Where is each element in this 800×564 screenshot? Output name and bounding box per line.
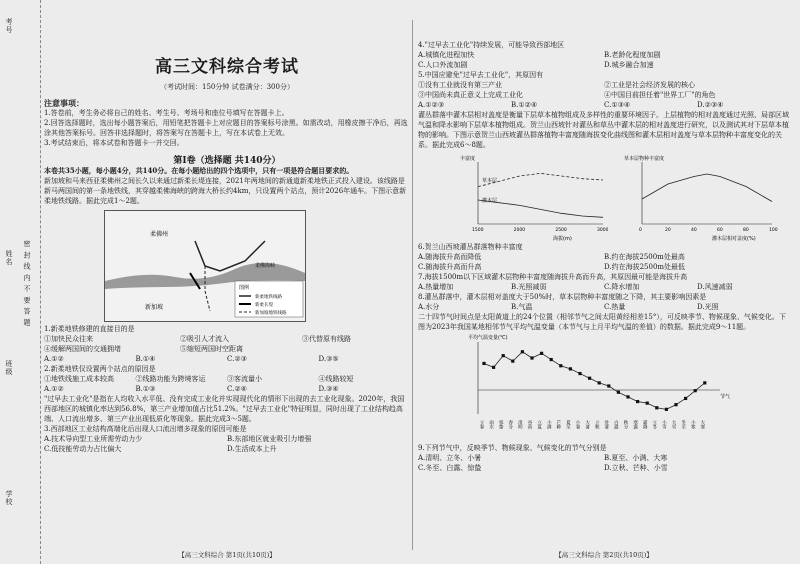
chart3-x-tick: 立夏 xyxy=(536,420,542,429)
section-heading: 第Ⅰ卷（选择题 共140分） xyxy=(173,156,281,166)
legend-item-1: 新柔地铁线路 xyxy=(255,295,282,300)
q9-choice: B.夏至、小满、大寒 xyxy=(604,454,668,462)
q5-statement: ②工业是社会经济发展的核心 xyxy=(604,81,695,89)
q2-statement: ①地铁线施工成本较高 xyxy=(44,375,114,383)
q4-choice: B.老龄化程度加剧 xyxy=(604,51,661,59)
chart3-x-tick: 小雪 xyxy=(661,420,667,429)
solar-term-temp-chart xyxy=(458,332,738,440)
q4-choices xyxy=(418,50,790,70)
chart1-xlabel: 海拔(m) xyxy=(553,236,572,242)
page-1 xyxy=(44,0,410,564)
passage-1: 新加坡和马来西亚柔佛州之间长久以来通过新柔长堤连接，2021年两地间的新通道新柔地铁正式投入建设。该线路是新马两国间的第一条地铁线，其穿越柔佛海峡的跨海大桥长约4km，只设置两个站点，预计2026年通车。下图示意新柔地铁线路。据此完成1～2题。 xyxy=(44,177,407,205)
q5-statement: ④中国目前担任着"世界工厂"的角色 xyxy=(604,91,716,99)
chart3-point xyxy=(636,400,639,403)
chart3-x-tick: 小寒 xyxy=(690,420,696,429)
chart3-point xyxy=(665,408,668,411)
q2-statements xyxy=(44,374,410,384)
q2-choice: B.①③ xyxy=(135,385,156,393)
chart3-x-tick: 白露 xyxy=(613,420,619,429)
johor-label: 柔佛州 xyxy=(150,231,169,238)
q4-choice: A.城镇化进程加快 xyxy=(418,51,475,59)
q6-choice: D.约在海拔2500m处最低 xyxy=(604,263,686,271)
q6-choice: C.随海拔升高而升高 xyxy=(418,263,482,271)
note-2: 2.回答选择题时，选出每小题答案后，用铅笔把答题卡上对应题目的答案标号涂黑。如需改动，用橡皮擦干净后，再选涂其他答案标号。回答非选择题时，将答案写在答题卡上，写在本试卷上无效。 xyxy=(44,119,408,137)
q1-statement: ⑤缩短两国时空距离 xyxy=(180,345,243,353)
passage-3: 灌丛群落中灌木层相对盖度是衡量下层草本植物组成及多样性的重要环境因子。上层植物的相对盖度通过光照、局部区域气温和降水影响下层草本植物组成。贺兰山西坡针对灌丛和草丛中灌木层的相对盖度进行研究，以及测试其对下层草本植物的影响。下图示意贺兰山西坡灌丛群落植物丰富度随海拔变化曲线图和灌木层相对盖度与草本层物种丰富度变化的关系。据此完成6～8题。 xyxy=(418,111,789,149)
chart2-x-tick: 80 xyxy=(743,228,749,233)
question-4: 4."过早去工业化"持续发展，可能导致西部地区 xyxy=(418,41,565,49)
legend-title: 图例 xyxy=(239,285,250,291)
strait-label: 柔佛海峡 xyxy=(255,263,276,269)
passage-4: 二十四节气时间点是太阳黄道上的24个位置（相邻节气之间太阳黄经相差15°），可反映季节、物候现象、气候变化。下图为2023年我国某地相邻节气平均气温变量（本节气与上月平均气温的差值）的数据。据此完成9～11题。 xyxy=(418,313,786,331)
q6-choice: A.随海拔升高而降低 xyxy=(418,253,482,261)
chart3-x-tick: 处暑 xyxy=(603,420,609,429)
chart1-series-line xyxy=(478,200,603,217)
page-divider xyxy=(412,20,413,550)
q3-choices xyxy=(44,434,410,454)
chart3-xlabel: 节气 xyxy=(720,394,731,400)
chart3-point xyxy=(626,395,629,398)
question-6: 6.贺兰山西坡灌丛群落物种丰富度 xyxy=(418,243,523,251)
chart3-x-tick: 立冬 xyxy=(651,420,657,429)
chart2-xlabel: 灌木层相对盖度(%) xyxy=(712,236,756,242)
chart3-point xyxy=(694,389,697,392)
chart3-point xyxy=(588,377,591,380)
chart3-point xyxy=(482,362,485,365)
singapore-label: 新加坡 xyxy=(145,304,164,311)
q9-choices xyxy=(418,453,790,473)
q9-choice: C.冬至、白露、惊蛰 xyxy=(418,464,482,472)
richness-altitude-chart xyxy=(458,152,608,242)
chart3-point xyxy=(617,391,620,394)
q9-choice: A.清明、立冬、小暑 xyxy=(418,454,482,462)
q6-choice: B.约在海拔2500m处最高 xyxy=(604,253,685,261)
q2-statement: ④线路较短 xyxy=(318,375,354,383)
chart3-point xyxy=(598,381,601,384)
chart3-point xyxy=(502,354,505,357)
q5-choice: B.①②④ xyxy=(511,101,538,109)
q2-choices xyxy=(44,384,410,394)
question-1: 1.新柔地铁修建的直接目的是 xyxy=(44,325,135,333)
cover-richness-chart xyxy=(622,152,782,242)
exam-title: 高三文科综合考试 xyxy=(155,57,299,77)
passage-2: "过早去工业化"是指在人均收入水平低、没有完成工业化并实现现代化的情形下出现的去工业化现象。2020年，我国西部地区的城镇化率达到56.8%，第三产业增加值占比51.2%。"过早去工业化"特征明显，同时出现了工业结构趋高端、人口流出增多、第三产业出现低质化等现象。据此完成3～5题。 xyxy=(44,395,405,423)
chart3-point xyxy=(521,350,524,353)
q2-choice: A.①② xyxy=(44,385,64,393)
q3-choice: A.技术导向型工业所需劳动力少 xyxy=(44,435,143,443)
chart2-x-tick: 20 xyxy=(665,228,671,233)
chart3-x-tick: 立春 xyxy=(479,420,484,429)
q2-choice: D.③④ xyxy=(318,385,339,393)
chart2-ylabel: 草本层物种丰富度 xyxy=(624,156,665,162)
q1-choice: B.①④ xyxy=(135,355,156,363)
chart3-x-tick: 霜降 xyxy=(642,420,648,429)
page-1-footer: 【高三文科综合 第1页(共10页)】 xyxy=(178,551,276,559)
q1-choice: C.②③ xyxy=(227,355,247,363)
q8-choice: B.气温 xyxy=(511,303,533,311)
singapore-metro-line xyxy=(205,266,210,311)
chart3-point xyxy=(540,352,543,355)
q3-choice: D.生活成本上升 xyxy=(227,445,277,453)
q2-choice: C.②④ xyxy=(227,385,247,393)
q1-statement: ③代替原有线路 xyxy=(302,335,351,343)
chart2-x-tick: 100 xyxy=(769,228,778,233)
q5-statement: ①没有工业就没有第三产业 xyxy=(418,81,502,89)
chart3-x-tick: 大寒 xyxy=(699,420,705,429)
chart3-series-line xyxy=(484,352,705,410)
chart2-series-line xyxy=(642,174,772,202)
chart1-series-label-herb: 草本层 xyxy=(482,178,498,184)
chart3-x-tick: 小满 xyxy=(546,420,552,429)
notes-title: 注意事项： xyxy=(44,98,84,108)
chart3-point xyxy=(684,397,687,400)
name-label: 姓名 xyxy=(5,250,13,266)
q5-choice: D.②③④ xyxy=(697,101,724,109)
metro-map-svg xyxy=(105,211,305,321)
note-1: 1.答卷前，考生务必将自己的姓名、考生号、考场号和座位号填写在答题卡上。 xyxy=(44,109,289,117)
chart1-x-tick: 2500 xyxy=(555,228,567,233)
chart3-x-tick: 小暑 xyxy=(575,420,580,429)
vegetation-charts xyxy=(458,152,790,242)
chart3-point xyxy=(511,360,514,363)
chart3-ylabel: 平均气温变量(℃) xyxy=(468,335,508,341)
chart1-x-tick: 2000 xyxy=(513,228,526,233)
chart1-ylabel: 丰富度 xyxy=(460,156,476,162)
q1-choices xyxy=(44,354,410,364)
question-9: 9.下列节气中，反映季节、物候现象、气候变化的节气分别是 xyxy=(418,444,607,452)
q5-statements xyxy=(418,80,790,100)
chart3-point xyxy=(530,356,533,359)
chart3-point xyxy=(703,381,706,384)
q1-choice: A.①② xyxy=(44,355,64,363)
question-3: 3.西部地区工业结构高端化后出现人口流出增多现象的原因可能是 xyxy=(44,425,247,433)
chart2-x-tick: 0 xyxy=(639,228,642,233)
page-2 xyxy=(418,0,790,564)
q1-statements xyxy=(44,334,410,354)
chart3-point xyxy=(655,406,658,409)
section-note: 本卷共35小题，每小题4分，共140分。在每小题给出的四个选项中，只有一项是符合题目要求的。 xyxy=(44,166,354,175)
chart3-x-tick: 冬至 xyxy=(680,420,686,429)
chart3-x-tick: 大雪 xyxy=(671,420,676,429)
question-8: 8.灌丛群落中，灌木层相对盖度大于50%时，草本层物种丰富度随之下降，其主要影响因素是 xyxy=(418,293,707,301)
chart3-point xyxy=(578,372,581,375)
q7-choices xyxy=(418,282,790,292)
q7-choice: D.风速减弱 xyxy=(697,283,733,291)
legend-item-2: 新柔长堤 xyxy=(255,303,273,308)
exam-subtitle: （考试时间：150分钟 试卷满分：300分） xyxy=(160,83,294,91)
q4-choice: D.城乡融合加速 xyxy=(604,61,654,69)
q3-choice: B.东部地区就业吸引力增强 xyxy=(227,435,312,443)
chart3-x-tick: 立秋 xyxy=(594,420,600,429)
chart3-x-tick: 惊蛰 xyxy=(498,420,504,429)
q6-choices xyxy=(418,252,790,272)
chart3-x-tick: 寒露 xyxy=(632,420,638,429)
q2-statement: ③客流量小 xyxy=(227,375,262,383)
school-label: 学校 xyxy=(5,490,13,506)
q9-choice: D.立秋、芒种、小雪 xyxy=(604,464,668,472)
q3-choice: C.低技能劳动力占比偏大 xyxy=(44,445,122,453)
binding-strip xyxy=(0,0,41,564)
q4-choice: C.人口外流加剧 xyxy=(418,61,468,69)
chart3-x-tick: 春分 xyxy=(507,420,513,429)
q1-choice: D.③⑤ xyxy=(318,355,339,363)
chart3-x-tick: 夏至 xyxy=(565,420,571,429)
page-2-footer: 【高三文科综合 第2页(共10页)】 xyxy=(555,551,653,559)
q5-statement: ③中国尚未真正意义上完成工业化 xyxy=(418,91,523,99)
q2-statement: ②线路功能为跨境客运 xyxy=(135,375,206,383)
q8-choice: D.光照 xyxy=(697,303,719,311)
chart3-point xyxy=(646,402,649,405)
chart3-x-tick: 大暑 xyxy=(584,420,590,429)
chart1-x-tick: 1500 xyxy=(472,228,484,233)
chart3-x-tick: 芒种 xyxy=(555,420,561,429)
q1-statement: ①加快民众往来 xyxy=(44,335,93,343)
chart2-x-tick: 60 xyxy=(717,228,723,233)
q5-choice: C.①③④ xyxy=(604,101,631,109)
chart3-x-tick: 谷雨 xyxy=(527,420,532,429)
chart3-point xyxy=(559,364,562,367)
q8-choice: A.水分 xyxy=(418,303,440,311)
metro-map xyxy=(104,210,306,322)
q8-choices xyxy=(418,302,790,312)
q1-statement: ②吸引人才流入 xyxy=(180,335,229,343)
question-7: 7.海拔1500m以下区域灌木层物种丰富度随海拔升高而升高，其原因最可能是海拔升高 xyxy=(418,273,688,281)
note-3: 3.考试结束后，将本试卷和答题卡一并交回。 xyxy=(44,139,184,147)
q5-choice: A.①②③ xyxy=(418,101,445,109)
chart1-series-label-shrub: 灌木层 xyxy=(482,198,498,204)
question-5: 5.中国应避免"过早去工业化"，其原因有 xyxy=(418,71,544,79)
q7-choice: B.光照减弱 xyxy=(511,283,547,291)
chart3-x-tick: 秋分 xyxy=(623,420,628,429)
seal-line-text: 密 封 线 内 不 要 答 题 xyxy=(23,240,31,327)
q1-statement: ④缓解两国间的交通拥堵 xyxy=(44,345,121,353)
q8-choice: C.热量 xyxy=(604,303,626,311)
question-2: 2.新柔地铁仅设置两个站点的原因是 xyxy=(44,365,156,373)
class-label: 班级 xyxy=(5,360,13,376)
chart3-point xyxy=(569,367,572,370)
chart3-point xyxy=(607,384,610,387)
q7-choice: A.热量增加 xyxy=(418,283,454,291)
chart3-x-tick: 清明 xyxy=(517,420,523,429)
q7-choice: C.降水增加 xyxy=(604,283,640,291)
chart3-point xyxy=(674,403,677,406)
q5-choices xyxy=(418,100,790,110)
chart3-x-tick: 雨水 xyxy=(488,420,494,429)
legend-item-3: 新加坡地铁线路 xyxy=(255,311,287,316)
exam-no-label: 考号 xyxy=(5,18,13,34)
chart3-point xyxy=(492,366,495,369)
chart3-point xyxy=(550,358,553,361)
chart2-x-tick: 40 xyxy=(691,228,697,233)
chart1-x-tick: 3000 xyxy=(597,228,608,233)
